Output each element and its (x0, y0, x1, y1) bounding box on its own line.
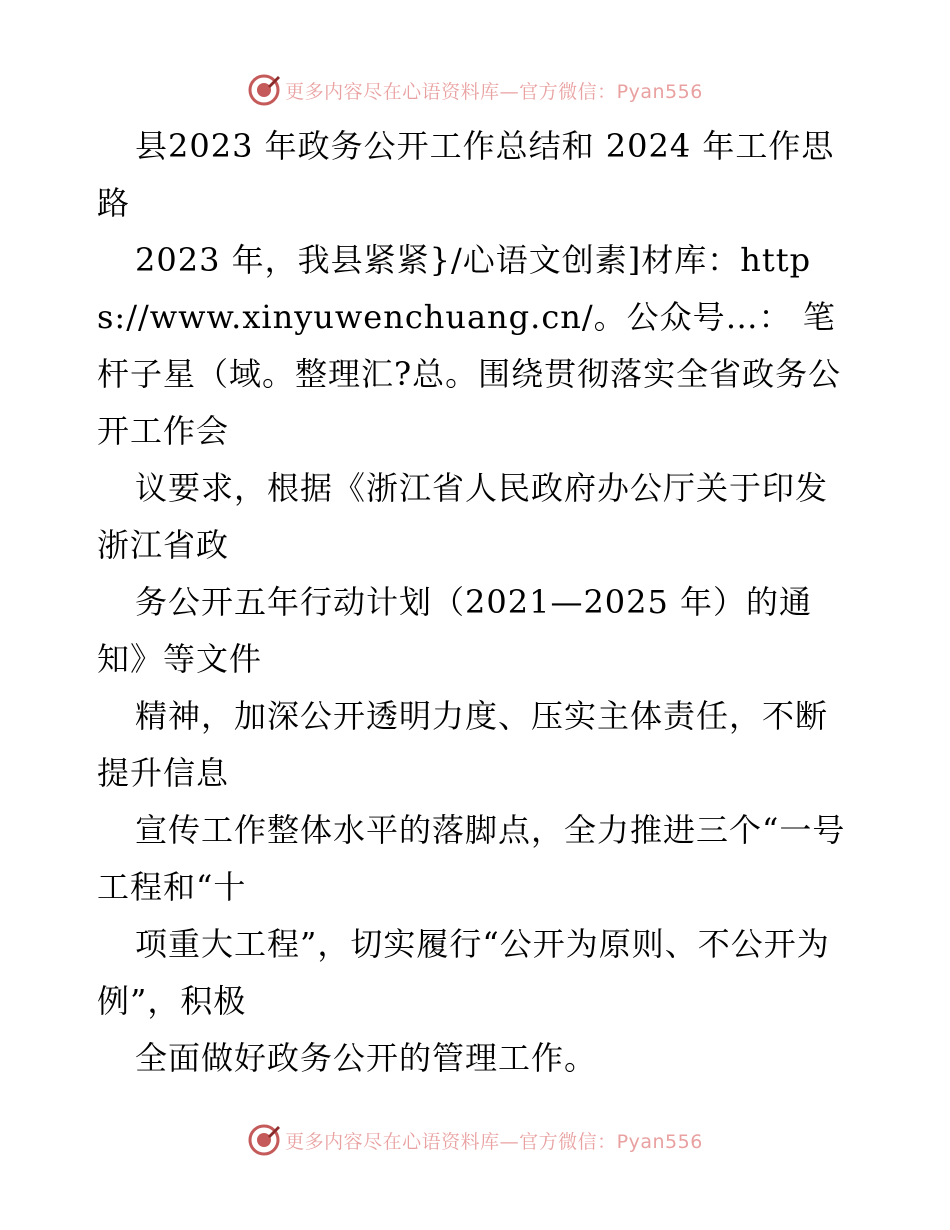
watermark-text: 更多内容尽在心语资料库—官方微信：Pyan556 (285, 1130, 703, 1153)
document-title: 县2023 年政务公开工作总结和 2024 年工作思路 (97, 127, 835, 222)
pen-logo-icon (247, 1123, 281, 1157)
paragraph: 全面做好政务公开的管理工作。 (135, 1039, 598, 1077)
paragraph: 议要求，根据《浙江省人民政府办公厅关于印发浙江省政 (97, 469, 829, 564)
watermark-text: 更多内容尽在心语资料库—官方微信：Pyan556 (285, 80, 703, 103)
paragraph: 务公开五年行动计划（2021—2025 年）的通知》等文件 (97, 583, 813, 678)
document-body (97, 118, 857, 1087)
paragraph: 项重大工程”，切实履行“公开为原则、不公开为例”，积极 (97, 925, 830, 1020)
paragraph: 精神，加深公开透明力度、压实主体责任，不断提升信息 (97, 697, 829, 792)
footer-watermark-banner (0, 1120, 950, 1160)
header-watermark-banner (0, 70, 950, 110)
paragraph: 宣传工作整体水平的落脚点，全力推进三个“一号工程和“十 (97, 811, 846, 906)
pen-logo-icon (247, 73, 281, 107)
paragraph: 2023 年，我县紧紧}/心语文创素]材库：https://www.xinyuwenchuang.cn/。公众号…： 笔杆子星（域。整理汇?总。围绕贯彻落实全省政务公开工作会 (97, 241, 842, 450)
